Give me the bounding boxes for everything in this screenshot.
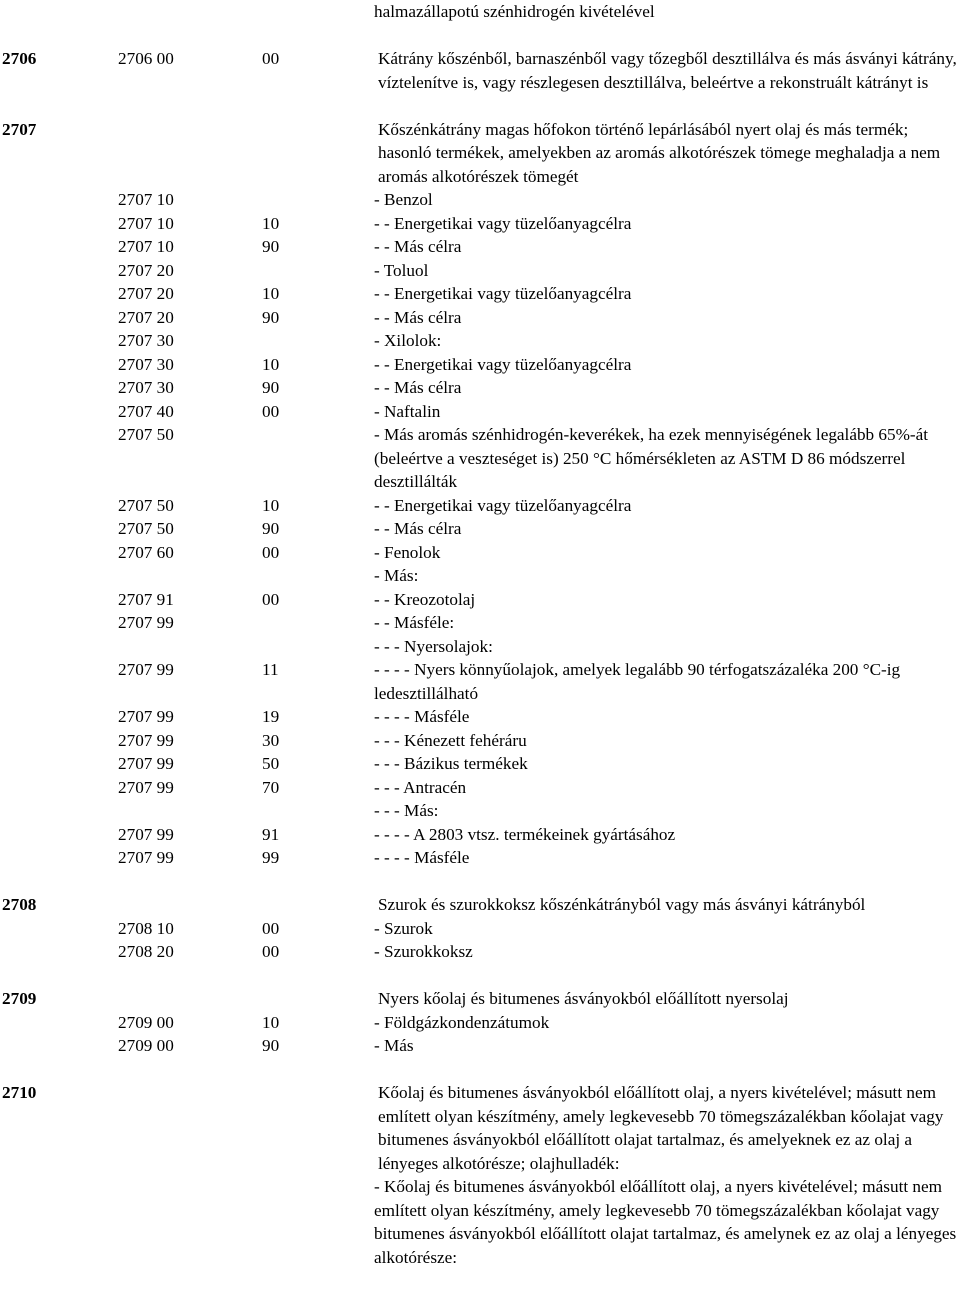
sub-code: 00	[262, 542, 280, 562]
cn-code: 2706 00	[118, 49, 174, 68]
heading-code: 2707	[2, 119, 37, 139]
description: Kátrány kőszénből, barnaszénből vagy tőzegből desztillálva és más ásványi kátrány, víztelenítve is, vagy részlegesen desztillálva, beleértve a rekonstruált kátrányt is	[378, 49, 957, 92]
tariff-row	[0, 823, 960, 847]
tariff-row	[0, 588, 960, 612]
tariff-row	[0, 400, 960, 424]
description: - Földgázkondenzátumok	[374, 1012, 550, 1032]
tariff-row	[0, 635, 960, 659]
sub-code: 90	[262, 378, 280, 397]
sub-code: 91	[262, 824, 280, 844]
row-spacer	[0, 94, 960, 118]
description: - Más	[374, 1036, 414, 1055]
description: - - - Kénezett fehéráru	[374, 730, 527, 750]
description: Kőolaj és bitumenes ásványokból előállított olaj, a nyers kivételével; másutt nem említett olyan készítmény, amely legkevesebb 70 tömegszázalékban kőolajat vagy bitumenes ásványokból előállított olajat tartalmaz, és amelyeknek ez az olaj a lényeges alkotórésze; olajhulladék:	[378, 1083, 944, 1173]
heading-code: 2710	[2, 1083, 37, 1102]
tariff-row	[0, 776, 960, 800]
row-spacer	[0, 870, 960, 894]
description: - - Energetikai vagy tüzelőanyagcélra	[374, 213, 632, 233]
cn-code: 2707 30	[118, 354, 174, 374]
cn-code: 2707 99	[118, 660, 174, 679]
tariff-row	[0, 353, 960, 377]
description: - - - - Nyers könnyűolajok, amelyek legalább 90 térfogatszázaléka 200 °C-ig ledesztillálható	[374, 660, 901, 703]
cn-code: 2707 10	[118, 190, 174, 209]
cn-code: 2708 10	[118, 918, 174, 938]
sub-code: 10	[262, 1012, 280, 1032]
description: - Kőolaj és bitumenes ásványokból előállított olaj, a nyers kivételével; másutt nem említett olyan készítmény, amely legkevesebb 70 tömegszázalékban kőolajat vagy bitumenes ásványokból előállított olajat tartalmaz, és amelynek ez az olaj a lényeges alkotórésze:	[374, 1177, 957, 1267]
tariff-row	[0, 705, 960, 729]
description: - Benzol	[374, 190, 433, 209]
sub-code: 90	[262, 519, 280, 538]
description: - Fenolok	[374, 542, 441, 562]
description: - - Más célra	[374, 237, 462, 256]
description: - Szurokkoksz	[374, 942, 473, 961]
sub-code: 90	[262, 307, 280, 327]
sub-code: 00	[262, 918, 280, 938]
tariff-row	[0, 376, 960, 400]
sub-code: 90	[262, 1036, 280, 1055]
tariff-row	[0, 1011, 960, 1035]
row-spacer	[0, 1058, 960, 1082]
description: - - Más célra	[374, 307, 462, 327]
heading-row	[0, 987, 960, 1011]
heading-code: 2706	[2, 49, 37, 68]
description: - - Más célra	[374, 378, 462, 397]
sub-code: 00	[262, 401, 280, 421]
sub-code: 00	[262, 49, 280, 68]
description: - - Energetikai vagy tüzelőanyagcélra	[374, 284, 632, 303]
description: halmazállapotú szénhidrogén kivételével	[374, 2, 655, 21]
description: - Más aromás szénhidrogén-keverékek, ha ezek mennyiségének legalább 65%-át (beleértve a veszteséget is) 250 °C hőmérsékleten az ASTM D 86 módszerrel desztillálták	[374, 425, 929, 491]
description: - - - Bázikus termékek	[374, 754, 528, 773]
sub-code: 10	[262, 495, 280, 515]
description: - - Kreozotolaj	[374, 589, 476, 609]
heading-row	[0, 893, 960, 917]
cn-code: 2709 00	[118, 1036, 174, 1055]
description: - - Másféle:	[374, 613, 455, 632]
description: Szurok és szurokkoksz kőszénkátrányból vagy más ásványi kátrányból	[378, 895, 866, 914]
cn-code: 2707 40	[118, 401, 174, 421]
tariff-row	[0, 423, 960, 494]
cn-code: 2707 99	[118, 848, 174, 867]
tariff-row	[0, 282, 960, 306]
description: Kőszénkátrány magas hőfokon történő lepárlásából nyert olaj és más termék; hasonló termékek, amelyekben az aromás alkotórészek tömege meghaladja a nem aromás alkotórészek tömegét	[378, 119, 941, 186]
sub-code: 90	[262, 237, 280, 256]
tariff-row	[0, 564, 960, 588]
sub-code: 99	[262, 848, 280, 867]
tariff-row	[0, 846, 960, 870]
tariff-row	[0, 611, 960, 635]
cn-code: 2707 20	[118, 260, 174, 280]
tariff-row	[0, 752, 960, 776]
cn-code: 2707 91	[118, 589, 174, 609]
cn-code: 2707 99	[118, 754, 174, 773]
tariff-row	[0, 517, 960, 541]
sub-code: 10	[262, 213, 280, 233]
cn-code: 2707 10	[118, 237, 174, 256]
description: - - - - Másféle	[374, 848, 470, 867]
tariff-row	[0, 188, 960, 212]
cn-code: 2707 99	[118, 824, 174, 844]
tariff-row	[0, 212, 960, 236]
sub-code: 10	[262, 284, 280, 303]
tariff-row	[0, 0, 960, 24]
row-spacer	[0, 964, 960, 988]
sub-code: 19	[262, 707, 280, 726]
heading-code: 2708	[2, 895, 37, 914]
heading-code: 2709	[2, 989, 37, 1008]
tariff-row	[0, 658, 960, 705]
sub-code: 10	[262, 354, 280, 374]
cn-code: 2707 50	[118, 519, 174, 538]
sub-code: 70	[262, 777, 280, 797]
description: - - - Más:	[374, 801, 439, 820]
cn-code: 2707 99	[118, 730, 174, 750]
tariff-row	[0, 306, 960, 330]
cn-code: 2707 30	[118, 331, 174, 350]
sub-code: 50	[262, 754, 280, 773]
cn-code: 2707 30	[118, 378, 174, 397]
description: - Naftalin	[374, 401, 441, 421]
description: - - - Antracén	[374, 777, 467, 797]
cn-code: 2707 20	[118, 284, 174, 303]
cn-code: 2707 99	[118, 777, 174, 797]
cn-code: 2709 00	[118, 1012, 174, 1032]
cn-code: 2707 99	[118, 707, 174, 726]
description: - - Más célra	[374, 519, 462, 538]
description: - Szurok	[374, 918, 433, 938]
heading-row	[0, 47, 960, 94]
sub-code: 00	[262, 589, 280, 609]
cn-code: 2707 99	[118, 613, 174, 632]
tariff-row	[0, 541, 960, 565]
sub-code: 30	[262, 730, 280, 750]
tariff-row	[0, 235, 960, 259]
description: Nyers kőolaj és bitumenes ásványokból előállított nyersolaj	[378, 989, 789, 1008]
tariff-row	[0, 259, 960, 283]
cn-code: 2707 10	[118, 213, 174, 233]
heading-row	[0, 1081, 960, 1175]
description: - Toluol	[374, 260, 429, 280]
row-spacer	[0, 24, 960, 48]
cn-code: 2707 50	[118, 425, 174, 444]
description: - - - - Másféle	[374, 707, 470, 726]
tariff-row	[0, 1034, 960, 1058]
tariff-row	[0, 940, 960, 964]
cn-code: 2707 50	[118, 495, 174, 515]
cn-code: 2707 60	[118, 542, 174, 562]
heading-row	[0, 118, 960, 189]
tariff-row	[0, 799, 960, 823]
sub-code: 00	[262, 942, 280, 961]
description: - Más:	[374, 566, 419, 585]
tariff-row	[0, 494, 960, 518]
cn-code: 2708 20	[118, 942, 174, 961]
description: - - - Nyersolajok:	[374, 636, 493, 656]
tariff-row	[0, 329, 960, 353]
tariff-row	[0, 917, 960, 941]
tariff-row	[0, 1175, 960, 1269]
tariff-row	[0, 729, 960, 753]
description: - - - - A 2803 vtsz. termékeinek gyártásához	[374, 824, 676, 844]
description: - - Energetikai vagy tüzelőanyagcélra	[374, 495, 632, 515]
cn-code: 2707 20	[118, 307, 174, 327]
description: - - Energetikai vagy tüzelőanyagcélra	[374, 354, 632, 374]
description: - Xilolok:	[374, 331, 442, 350]
sub-code: 11	[262, 660, 279, 679]
